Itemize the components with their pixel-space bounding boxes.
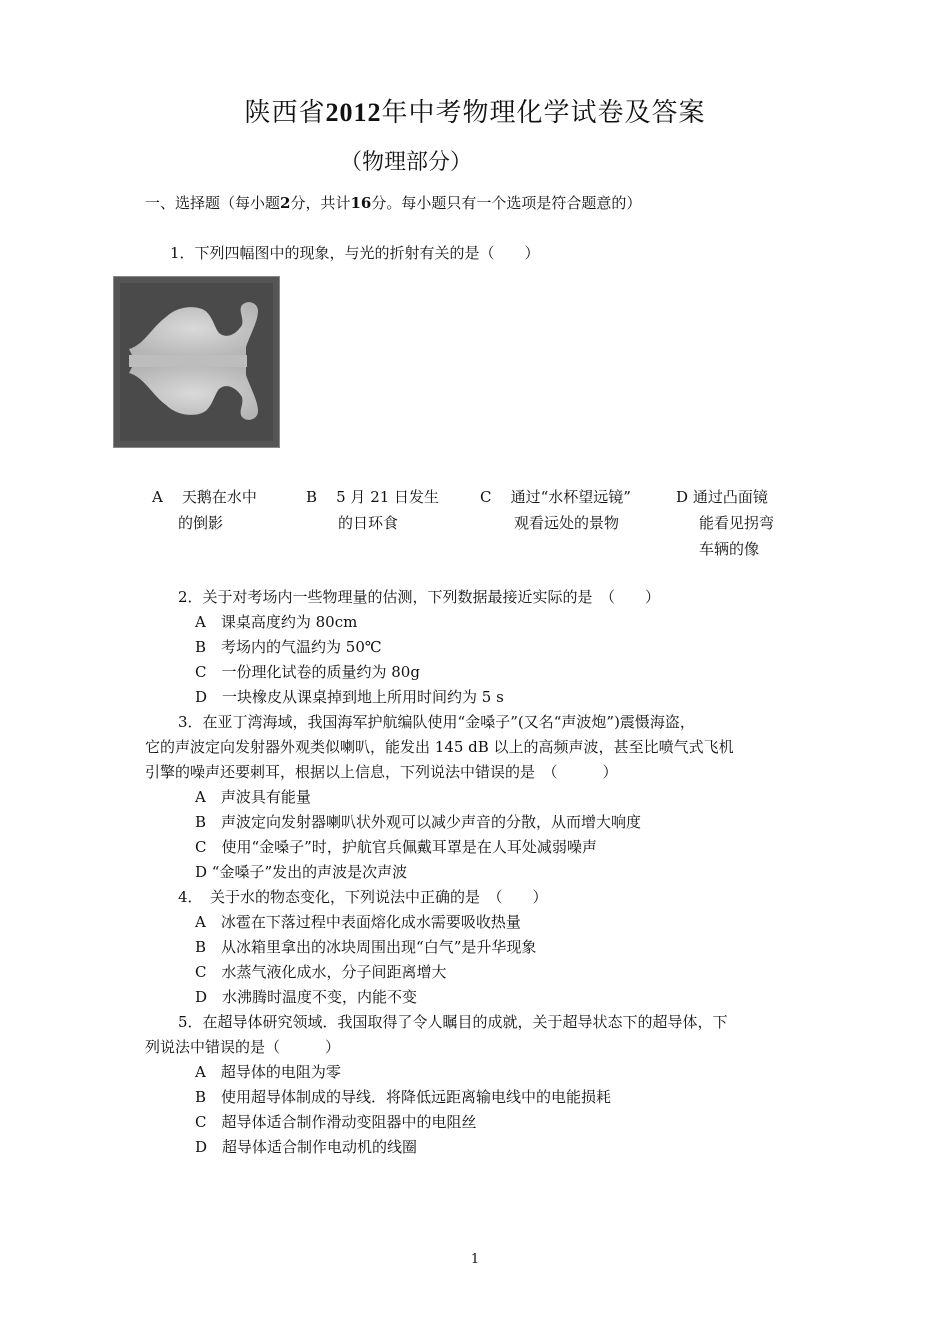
q4-option-d: D 水沸腾时温度不变，内能不变 <box>195 988 418 1006</box>
q2-option-d: D 一块橡皮从课桌掉到地上所用时间约为 5 s <box>195 688 504 706</box>
q1-choice-b <box>306 484 466 536</box>
section-points: 2 <box>280 194 291 212</box>
section-text: 分，共计 <box>290 194 351 212</box>
section-total: 16 <box>350 194 372 212</box>
choice-text: 能看见拐弯 <box>699 514 775 532</box>
question-2-stem: 2．关于对考场内一些物理量的估测，下列数据最接近实际的是 （ ） <box>178 588 661 606</box>
page-title <box>0 92 950 129</box>
question-3-line-3: 引擎的噪声还要刺耳，根据以上信息，下列说法中错误的是 （ ） <box>145 763 618 781</box>
question-3-line-2: 它的声波定向发射器外观类似喇叭，能发出 145 dB 以上的高频声波，甚至比喷气式飞机 <box>145 738 734 756</box>
q1-choice-a <box>152 484 282 536</box>
page-subtitle: （物理部分） <box>340 150 473 175</box>
question-5-line-2: 列说法中错误的是（ ） <box>145 1038 341 1056</box>
section-text: 分。每小题只有一个选项是符合题意的） <box>371 194 642 212</box>
q4-option-c: C 水蒸气液化成水，分子间距离增大 <box>195 963 447 981</box>
choice-letter: A <box>152 488 163 506</box>
q5-option-a: A 超导体的电阻为零 <box>195 1063 341 1081</box>
question-3-line-1: 3．在亚丁湾海域，我国海军护航编队使用“金嗓子”(又名“声波炮”)震慑海盗， <box>178 713 695 731</box>
title-prefix: 陕西省 <box>244 98 326 128</box>
q5-option-c: C 超导体适合制作滑动变阻器中的电阻丝 <box>195 1113 477 1131</box>
choice-letter: D <box>676 488 689 506</box>
q2-option-c: C 一份理化试卷的质量约为 80g <box>195 663 420 681</box>
title-suffix: 年中考物理化学试卷及答案 <box>381 98 706 128</box>
q5-option-d: D 超导体适合制作电动机的线圈 <box>195 1138 418 1156</box>
question-4-stem: 4． 关于水的物态变化，下列说法中正确的是 （ ） <box>178 888 548 906</box>
q4-option-a: A 冰雹在下落过程中表面熔化成水需要吸收热量 <box>195 913 521 931</box>
title-year: 2012 <box>325 98 382 127</box>
q3-option-c: C 使用“金嗓子”时，护航官兵佩戴耳罩是在人耳处减弱噪声 <box>195 838 597 856</box>
choice-text: 天鹅在水中 <box>181 488 257 506</box>
choice-text: 通过凸面镜 <box>692 488 768 506</box>
q1-choice-c <box>480 484 670 536</box>
choice-text: 通过“水杯望远镜” <box>510 488 631 506</box>
swan-reflection-icon <box>114 277 279 447</box>
choice-text: 车辆的像 <box>699 540 760 558</box>
choice-text: 5 月 21 日发生 <box>336 488 440 506</box>
choice-text: 的倒影 <box>178 514 224 532</box>
q3-option-d: D “金嗓子”发出的声波是次声波 <box>195 863 408 881</box>
q2-option-a: A 课桌高度约为 80cm <box>195 613 358 631</box>
question-1-stem: 1．下列四幅图中的现象，与光的折射有关的是（ ） <box>170 244 540 262</box>
choice-text: 观看远处的景物 <box>514 514 620 532</box>
choice-letter: C <box>480 488 492 506</box>
choice-text: 的日环食 <box>338 514 399 532</box>
q3-option-a: A 声波具有能量 <box>195 788 311 806</box>
q5-option-b: B 使用超导体制成的导线．将降低远距离输电线中的电能损耗 <box>195 1088 612 1106</box>
q1-choice-d <box>676 484 796 562</box>
q3-option-b: B 声波定向发射器喇叭状外观可以减少声音的分散，从而增大响度 <box>195 813 642 831</box>
section-text: 一、选择题（每小题 <box>145 194 281 212</box>
q2-option-b: B 考场内的气温约为 50℃ <box>195 638 382 656</box>
q4-option-b: B 从冰箱里拿出的冰块周围出现“白气”是升华现象 <box>195 938 537 956</box>
section-heading <box>145 192 641 213</box>
swan-reflection-image <box>113 276 280 448</box>
choice-letter: B <box>306 488 318 506</box>
question-5-line-1: 5．在超导体研究领域．我国取得了令人瞩目的成就，关于超导状态下的超导体，下 <box>178 1013 728 1031</box>
page-number: 1 <box>470 1252 480 1267</box>
